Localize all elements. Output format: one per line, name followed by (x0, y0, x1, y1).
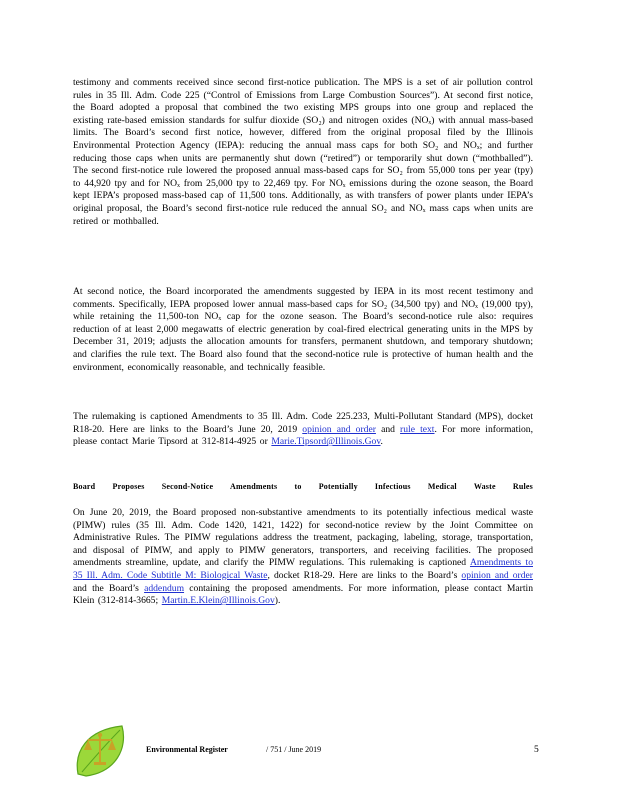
text-span: . (380, 436, 383, 448)
footer-publication: Environmental Register (146, 745, 228, 754)
paragraph-pimw (73, 507, 533, 608)
leaf-scales-logo-icon (72, 722, 132, 780)
footer-page-number: 5 (534, 745, 539, 755)
text-span: On June 20, 2019, the Board proposed non-substantive amendments to its potentially infectious medical waste (PIMW) rules (35 Ill. Adm. Code 1420, 1421, 1422) for second-notice review by the Joint Committee on Administrative Rules. The PIMW regulations address the treatment, packaging, labeling, storage, transportation, and disposal of PIMW, and apply to PIMW generators, transporters, and receiving facilities. The proposed amendments streamline, update, and clarify the PIMW regulations. This rulemaking is captioned (73, 507, 533, 569)
text-span: containing the proposed amendments. For more information, please contact Martin Klein (312-814-3665; (73, 582, 533, 607)
link-addendum[interactable]: addendum (144, 582, 185, 594)
link-opinion-and-order-pimw[interactable]: opinion and order (461, 569, 533, 581)
link-email-tipsord[interactable]: Marie.Tipsord@Illinois.Gov (271, 436, 381, 448)
link-amendments-caption[interactable]: Amendments to 35 Ill. Adm. Code Subtitle M: Biological Waste (73, 557, 533, 581)
link-opinion-and-order[interactable]: opinion and order (302, 423, 376, 435)
text-span: and the Board’s (73, 582, 145, 594)
text-span: . For more information, please contact Marie Tipsord at 312-814-4925 or (73, 423, 533, 448)
link-rule-text[interactable]: rule text (400, 423, 435, 435)
paragraph-mps-background: testimony and comments received since second first-notice publication. The MPS is a set of air pollution control rules in 35 Ill. Adm. Code 225 (“Control of Emissions from Large Combustion Sources”). At second first notice, the Board adopted a proposal that combined the two existing MPS groups into one group and replaced the existing rate-based emission standards for sulfur dioxide (SO₂) and nitrogen oxides (NOₓ) with annual mass-based limits. The Board’s second first notice, however, differed from the original proposal filed by the Illinois Environmental Protection Agency (IEPA): reducing the annual mass caps for both SO₂ and NOₓ; and further reducing those caps when units are permanently shut down (“retired”) or temporarily shut down (“mothballed”). The second first-notice rule lowered the proposed annual mass-based caps for SO₂ from 55,000 tons per year (tpy) to 44,920 tpy and for NOₓ from 25,000 tpy to 22,469 tpy. For NOₓ emissions during the ozone season, the Board kept IEPA’s proposed mass-based cap of 11,500 tons. Additionally, as with transfers of power plants under IEPA’s original proposal, the Board’s second first-notice rule reduced the annual SO₂ and NOₓ mass caps when units are retired or mothballed. (73, 77, 533, 227)
text-span: ). (274, 595, 281, 607)
section-heading-pimw: Board Proposes Second-Notice Amendments to Potentially Infectious Medical Waste Rules (73, 482, 533, 491)
link-email-klein[interactable]: Martin.E.Klein@Illinois.Gov (161, 595, 275, 607)
text-span: and (375, 423, 401, 435)
paragraph-second-notice: At second notice, the Board incorporated the amendments suggested by IEPA in its most recent testimony and comments. Specifically, IEPA proposed lower annual mass-based caps for SO₂ (34,500 tpy) and NOₓ (19,000 tpy), while retaining the 11,500-ton NOₓ cap for the ozone season. The Board’s second-notice rule also: requires reduction of at least 2,000 megawatts of electric generation by coal-fired electrical generating units in the MPS by December 31, 2019; adjusts the allocation amounts for transfers, permanent shutdown, and temporary shutdown; and clarifies the rule text. The Board also found that the second-notice rule is protective of human health and the environment, economically reasonable, and technically feasible. (73, 286, 533, 373)
text-span: , docket R18-29. Here are links to the Board’s (267, 569, 462, 581)
text-span: The rulemaking is captioned Amendments to 35 Ill. Adm. Code 225.233, Multi-Pollutant Standard (MPS), docket R18-20. Here are links to the Board’s June 20, 2019 (73, 411, 533, 435)
paragraph-rulemaking-caption (73, 411, 533, 449)
footer-issue: / 751 / June 2019 (266, 745, 322, 754)
